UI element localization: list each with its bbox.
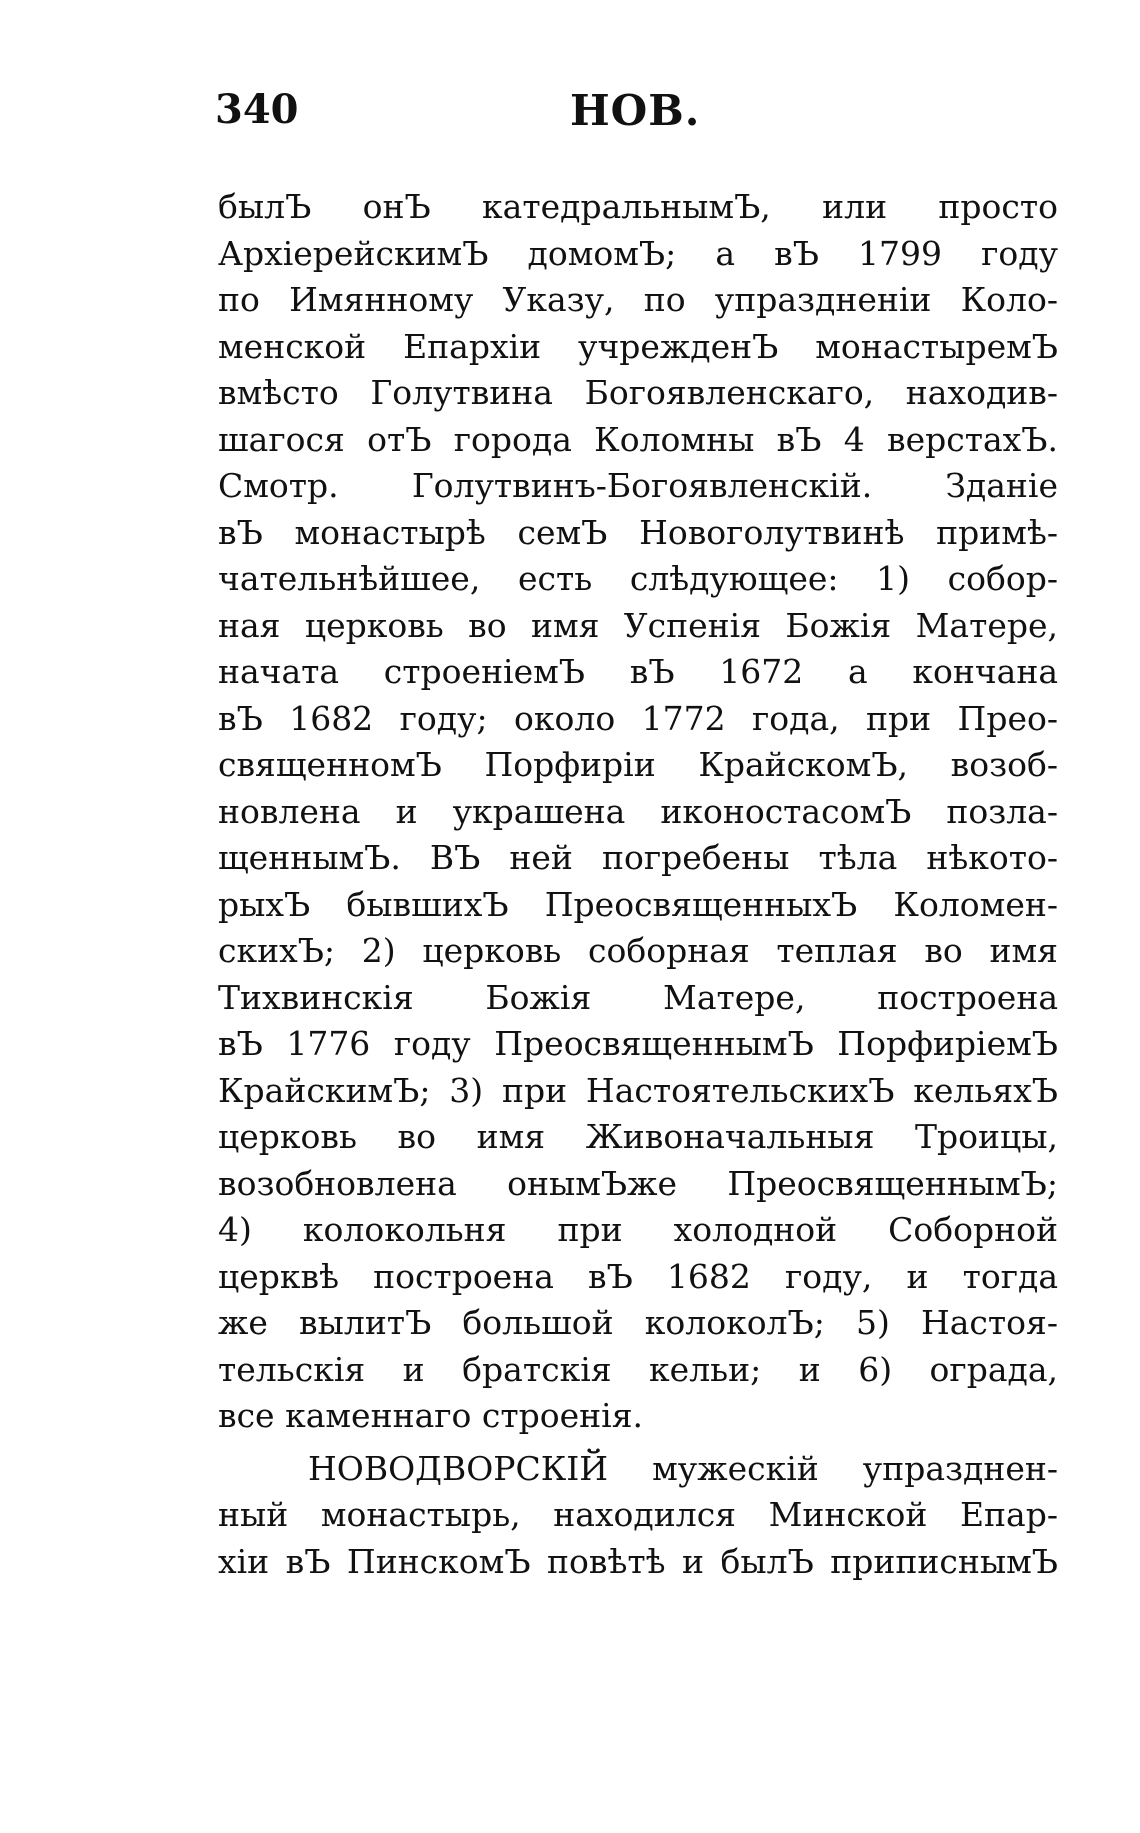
text-line: по Имянному Указу, по упраздненіи Коло- (218, 280, 1058, 319)
text-line: чательнѣйшее, есть слѣдующее: 1) собор- (218, 559, 1058, 598)
text-line: хіи вЪ ПинскомЪ повѣтѣ и былЪ приписнымЪ (218, 1541, 1058, 1581)
text-line: щеннымЪ. ВЪ ней погребены тѣла нѣкото- (218, 838, 1058, 877)
page-number: 340 (215, 86, 299, 133)
text-line: священномЪ Порфиріи КрайскомЪ, возоб- (218, 745, 1058, 784)
running-head (215, 86, 1065, 146)
text-line: менской Епархіи учрежденЪ монастыремЪ (218, 326, 1058, 366)
paragraph-1 (218, 184, 1058, 1440)
text-line: ная церковь во имя Успенія Божія Матере, (218, 605, 1058, 645)
text-line: шагося отЪ города Коломны вЪ 4 верстахЪ. (218, 419, 1058, 459)
text-line: новлена и украшена иконостасомЪ позла- (218, 791, 1058, 831)
text-line: вЪ 1776 году ПреосвященнымЪ ПорфиріемЪ (218, 1024, 1058, 1063)
text-line: былЪ онЪ катедральнымЪ, или просто (218, 187, 1058, 226)
text-line: Смотр. Голутвинъ-Богоявленскій. Зданіе (218, 466, 1058, 505)
text-line: ный монастырь, находился Минской Епар- (218, 1495, 1058, 1534)
text-line: начата строеніемЪ вЪ 1672 а кончана (218, 652, 1058, 691)
text-line: Тихвинскія Божія Матере, построена (218, 977, 1058, 1017)
text-line: возобновлена онымЪже ПреосвященнымЪ; (218, 1163, 1058, 1203)
text-line: все каменнаго строенія. (218, 1396, 644, 1435)
text-line: церковь во имя Живоначальныя Троицы, (218, 1117, 1058, 1156)
text-line: же вылитЪ большой колоколЪ; 5) Настоя- (218, 1303, 1058, 1342)
text-line: КрайскимЪ; 3) при НастоятельскихЪ кельяхЪ (218, 1070, 1058, 1110)
text-line: тельскія и братскія кельи; и 6) ограда, (218, 1349, 1058, 1389)
body-text (218, 184, 1058, 1585)
text-line: церквѣ построена вЪ 1682 году, и тогда (218, 1256, 1058, 1296)
text-line: вЪ 1682 году; около 1772 года, при Прео- (218, 698, 1058, 738)
section-heading: НОВ. (570, 86, 701, 135)
text-line: вЪ монастырѣ семЪ Новоголутвинѣ примѣ- (218, 512, 1058, 552)
text-line: рыхЪ бывшихЪ ПреосвященныхЪ Коломен- (218, 884, 1058, 924)
paragraph-2 (218, 1446, 1058, 1586)
text-line: АрхіерейскимЪ домомЪ; а вЪ 1799 году (218, 233, 1058, 273)
text-line: скихЪ; 2) церковь соборная теплая во имя (218, 931, 1058, 970)
text-line: вмѣсто Голутвина Богоявленскаго, находив- (218, 373, 1058, 412)
text-line: 4) колокольня при холодной Соборной (218, 1210, 1058, 1249)
text-line: НОВОДВОРСКІЙ мужескій упразднен- (308, 1448, 1058, 1488)
